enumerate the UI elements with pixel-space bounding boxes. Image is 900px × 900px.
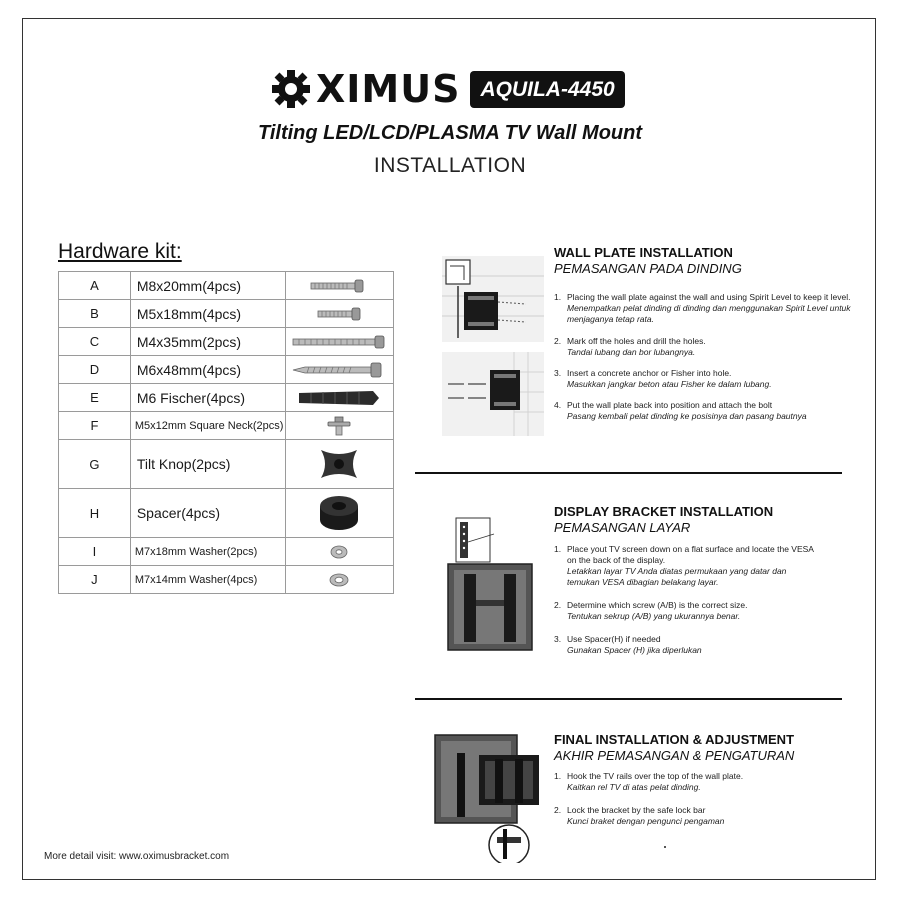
- item-letter: C: [59, 328, 131, 356]
- item-desc: Spacer(4pcs): [130, 489, 285, 538]
- step-item: 3. Use Spacer(H) if needed Gunakan Spacer (H) jika diperlukan: [554, 634, 702, 655]
- tilt-knob-icon: [317, 444, 361, 484]
- section-divider: [415, 698, 842, 700]
- table-row: [59, 356, 394, 384]
- item-desc: M7x14mm Washer(4pcs): [130, 566, 285, 594]
- table-row: [59, 412, 394, 440]
- wall-plate-illustration: [442, 256, 544, 342]
- table-row: [59, 566, 394, 594]
- gear-logo-icon: [272, 70, 310, 108]
- long-bolt-icon: [291, 335, 387, 349]
- display-bracket-steps: [554, 544, 816, 665]
- item-letter: J: [59, 566, 131, 594]
- washer-icon: [328, 572, 350, 588]
- step-item: 1. Hook the TV rails over the top of the wall plate. Kaitkan rel TV di atas pelat dinding.: [554, 771, 744, 792]
- brand-logo: [272, 67, 461, 111]
- footer-link-text: More detail visit: www.oximusbracket.com: [44, 851, 230, 862]
- table-row: [59, 300, 394, 328]
- table-row: [59, 538, 394, 566]
- step-item: 2. Mark off the holes and drill the holes. Tandai lubang dan bor lubangnya.: [554, 336, 706, 357]
- wall-plate-steps: [554, 292, 854, 431]
- final-installation-steps: [554, 771, 854, 836]
- square-neck-bolt-icon: [324, 416, 354, 436]
- item-desc: M6x48mm(4pcs): [130, 356, 285, 384]
- bolt-icon: [314, 307, 364, 321]
- display-bracket-title: DISPLAY BRACKET INSTALLATION: [554, 504, 774, 519]
- spacer-icon: [316, 492, 362, 534]
- lag-screw-icon: [291, 362, 387, 378]
- bolt-icon: [309, 279, 369, 293]
- step-item: 1. Place yout TV screen down on a flat surface and locate the VESA on the back of the display. Letakkan layar TV Anda diatas permukaan yang datar dan temukan VESA dibagian belakang layar.: [554, 544, 814, 587]
- wall-plate-subtitle: PEMASANGAN PADA DINDING: [554, 261, 742, 276]
- product-subtitle: Tilting LED/LCD/PLASMA TV Wall Mount: [257, 122, 643, 144]
- item-letter: H: [59, 489, 131, 538]
- brand-name: XIMUS: [316, 67, 461, 111]
- section-divider: [415, 472, 842, 474]
- final-installation-title: FINAL INSTALLATION & ADJUSTMENT: [554, 732, 795, 747]
- wall-plate-title: WALL PLATE INSTALLATION: [554, 245, 733, 260]
- item-letter: F: [59, 412, 131, 440]
- item-desc: M7x18mm Washer(2pcs): [130, 538, 285, 566]
- item-letter: A: [59, 272, 131, 300]
- item-letter: E: [59, 384, 131, 412]
- display-bracket-illustration: [444, 514, 536, 652]
- item-desc: M6 Fischer(4pcs): [130, 384, 285, 412]
- table-row: [59, 440, 394, 489]
- step-item: 2. Lock the bracket by the safe lock bar Kunci braket dengan pengunci pengaman: [554, 805, 725, 826]
- hardware-kit-heading: Hardware kit:: [58, 240, 182, 263]
- item-desc: M5x12mm Square Neck(2pcs): [130, 412, 285, 440]
- table-row: [59, 384, 394, 412]
- model-badge: AQUILA-4450: [470, 71, 624, 108]
- hardware-table: [58, 271, 394, 594]
- item-letter: B: [59, 300, 131, 328]
- item-letter: G: [59, 440, 131, 489]
- anchor-drilling-illustration: [442, 352, 544, 436]
- display-bracket-subtitle: PEMASANGAN LAYAR: [554, 520, 691, 535]
- table-row: [59, 328, 394, 356]
- step-item: 1. Placing the wall plate against the wall and using Spirit Level to keep it level. Menempatkan pelat dinding di dinding dan menggunakan Spirit Level untuk menjaganya tetap rata.: [554, 292, 851, 324]
- item-desc: Tilt Knop(2pcs): [130, 440, 285, 489]
- wall-anchor-icon: [297, 389, 381, 407]
- step-item: 4. Put the wall plate back into position and attach the bolt Pasang kembali pelat dinding ke posisinya dan pasang bautnya: [554, 400, 807, 421]
- step-item: 2. Determine which screw (A/B) is the correct size. Tentukan sekrup (A/B) yang ukurannya benar.: [554, 600, 748, 621]
- final-installation-subtitle: AKHIR PEMASANGAN & PENGATURAN: [554, 748, 795, 763]
- brand-header: [272, 66, 625, 112]
- item-desc: M4x35mm(2pcs): [130, 328, 285, 356]
- table-row: [59, 489, 394, 538]
- item-desc: M5x18mm(4pcs): [130, 300, 285, 328]
- table-row: [59, 272, 394, 300]
- final-installation-illustration: [433, 733, 545, 863]
- step-item: 3. Insert a concrete anchor or Fisher into hole. Masukkan jangkar beton atau Fisher ke dalam lubang.: [554, 368, 772, 389]
- item-letter: I: [59, 538, 131, 566]
- item-letter: D: [59, 356, 131, 384]
- washer-icon: [329, 544, 349, 560]
- stray-dot: [664, 846, 666, 848]
- page-title: INSTALLATION: [373, 154, 527, 177]
- item-desc: M8x20mm(4pcs): [130, 272, 285, 300]
